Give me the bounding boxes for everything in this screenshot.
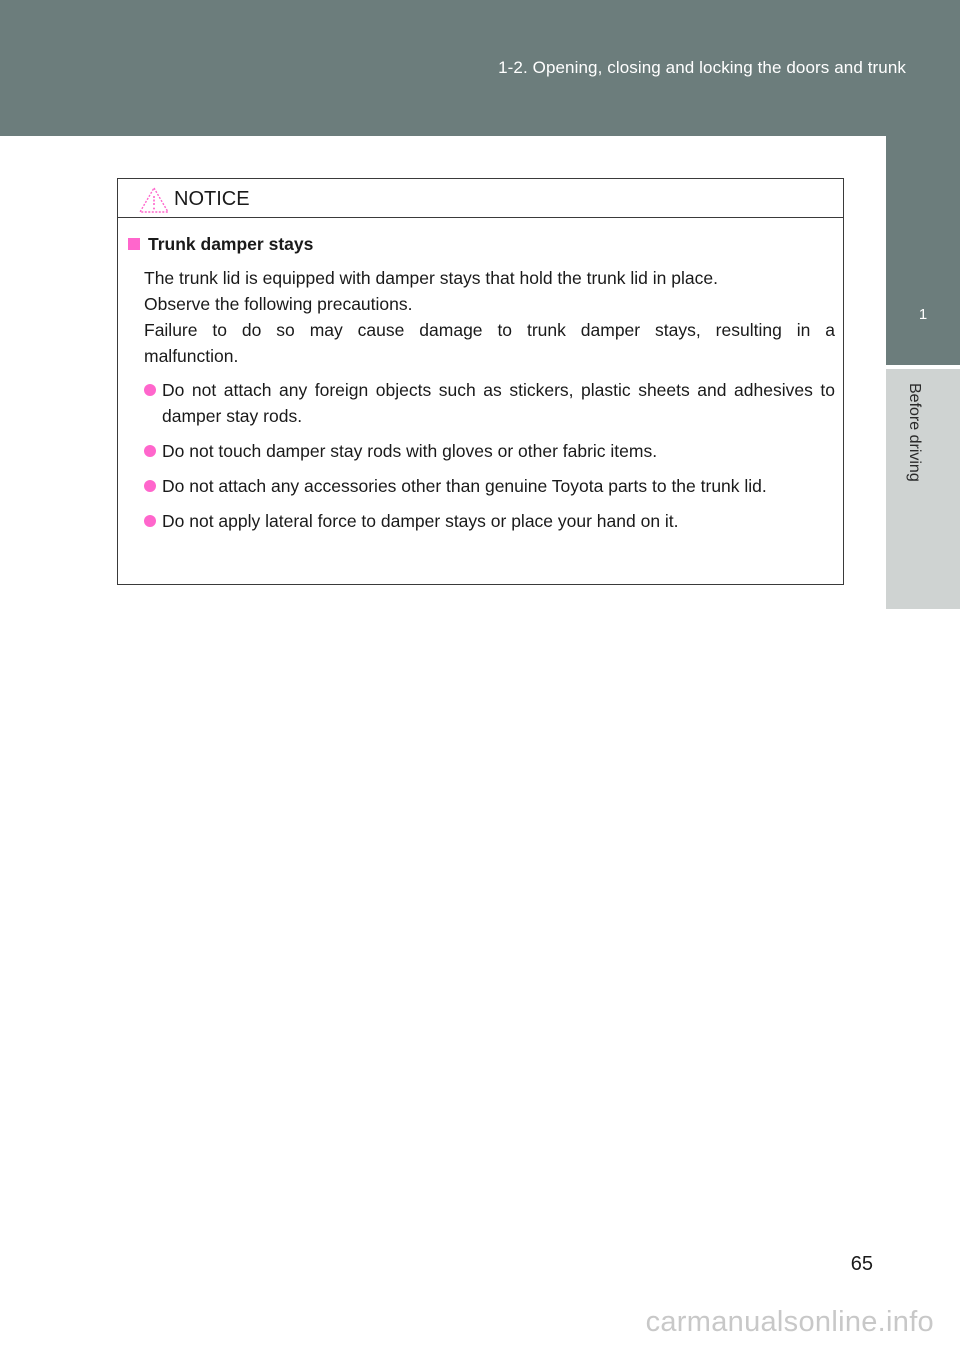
round-bullet-icon	[144, 480, 156, 492]
chapter-tab	[886, 136, 960, 365]
list-item	[144, 473, 835, 499]
header-bar	[0, 0, 960, 136]
round-bullet-icon	[144, 384, 156, 396]
list-item-text: Do not attach any foreign objects such as stickers, plastic sheets and adhesives to damper stay rods.	[162, 380, 835, 426]
chapter-label-tab	[886, 369, 960, 609]
section-title: 1-2. Opening, closing and locking the doors and trunk	[498, 58, 906, 77]
round-bullet-icon	[144, 445, 156, 457]
list-item-text: Do not attach any accessories other than genuine Toyota parts to the trunk lid.	[162, 476, 767, 496]
paragraph-line: Observe the following precautions.	[144, 294, 413, 314]
page-number: 65	[850, 1253, 873, 1275]
notice-paragraph	[144, 265, 835, 369]
list-item-text: Do not touch damper stay rods with gloves or other fabric items.	[162, 441, 658, 461]
notice-title: NOTICE	[174, 188, 250, 210]
list-item-text: Do not apply lateral force to damper stays or place your hand on it.	[162, 511, 679, 531]
square-bullet-icon	[128, 238, 140, 250]
notice-box	[117, 178, 844, 585]
notice-body	[126, 231, 835, 543]
list-item	[144, 438, 835, 464]
chapter-label: Before driving	[906, 383, 923, 482]
list-item	[144, 377, 835, 429]
notice-heading	[126, 231, 835, 257]
notice-header	[118, 179, 843, 218]
round-bullet-icon	[144, 515, 156, 527]
paragraph-line: Failure to do so may cause damage to trunk damper stays, resulting in a	[144, 320, 835, 340]
paragraph-line: The trunk lid is equipped with damper stays that hold the trunk lid in place.	[144, 268, 718, 288]
notice-heading-text: Trunk damper stays	[148, 234, 314, 254]
list-item	[144, 508, 835, 534]
paragraph-line: malfunction.	[144, 346, 239, 366]
precaution-list	[144, 377, 835, 534]
watermark-link[interactable]: carmanualsonline.info	[645, 1306, 934, 1338]
warning-triangle-icon	[138, 186, 170, 214]
chapter-number: 1	[918, 306, 928, 323]
